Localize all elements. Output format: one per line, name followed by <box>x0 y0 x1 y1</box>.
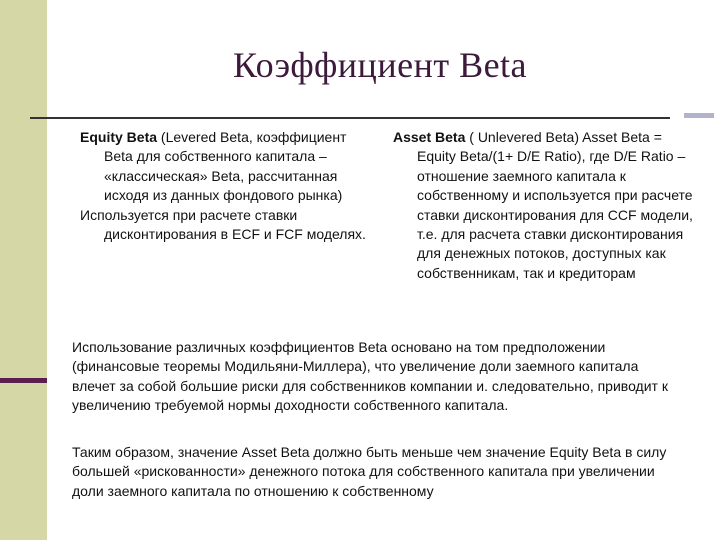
side-band-accent <box>0 378 47 383</box>
divider-accent <box>684 113 714 118</box>
slide-title: Коэффициент Beta <box>232 45 528 85</box>
conclusion-paragraph: Таким образом, значение Asset Beta должно быть меньше чем значение Equity Beta в силу большей «рискованности» денежного потока для собственного капитала при увеличении доли заемного капитала по отношению к собственному <box>72 444 667 499</box>
asset-beta-description: ( Unlevered Beta) Asset Beta = Equity Beta/(1+ D/E Ratio), где D/E Ratio – отношение заемного капитала к собственному и используется при расчете ставки дисконтирования для CCF модели, т.е. для расчета ставки дисконтирования для денежных потоков, доступных как собственникам, так и кредиторам <box>417 129 693 281</box>
right-column <box>393 128 693 283</box>
modigliani-miller-paragraph: Использование различных коэффициентов Beta основано на том предположении (финансовые теоремы Модильяни-Миллера), что увеличение доли заемного капитала влечет за собой большие риски для собственников компании и. следовательно, приводит к увеличению требуемой нормы доходности собственного капитала. <box>72 339 668 414</box>
asset-beta-definition <box>393 128 693 283</box>
title-divider <box>30 117 670 119</box>
equity-beta-term: Equity Beta <box>80 129 158 145</box>
side-band <box>0 0 47 540</box>
equity-beta-definition <box>80 128 370 206</box>
equity-beta-usage: Используется при расчете ставки дисконтирования в ECF и FCF моделях. <box>80 206 366 243</box>
left-column <box>80 128 370 244</box>
asset-beta-term: Asset Beta <box>393 129 466 145</box>
equity-beta-description: (Levered Beta, коэффициент Beta для собственного капитала – «классическая» Beta, рассчитанная исходя из данных фондового рынка) <box>104 129 347 204</box>
